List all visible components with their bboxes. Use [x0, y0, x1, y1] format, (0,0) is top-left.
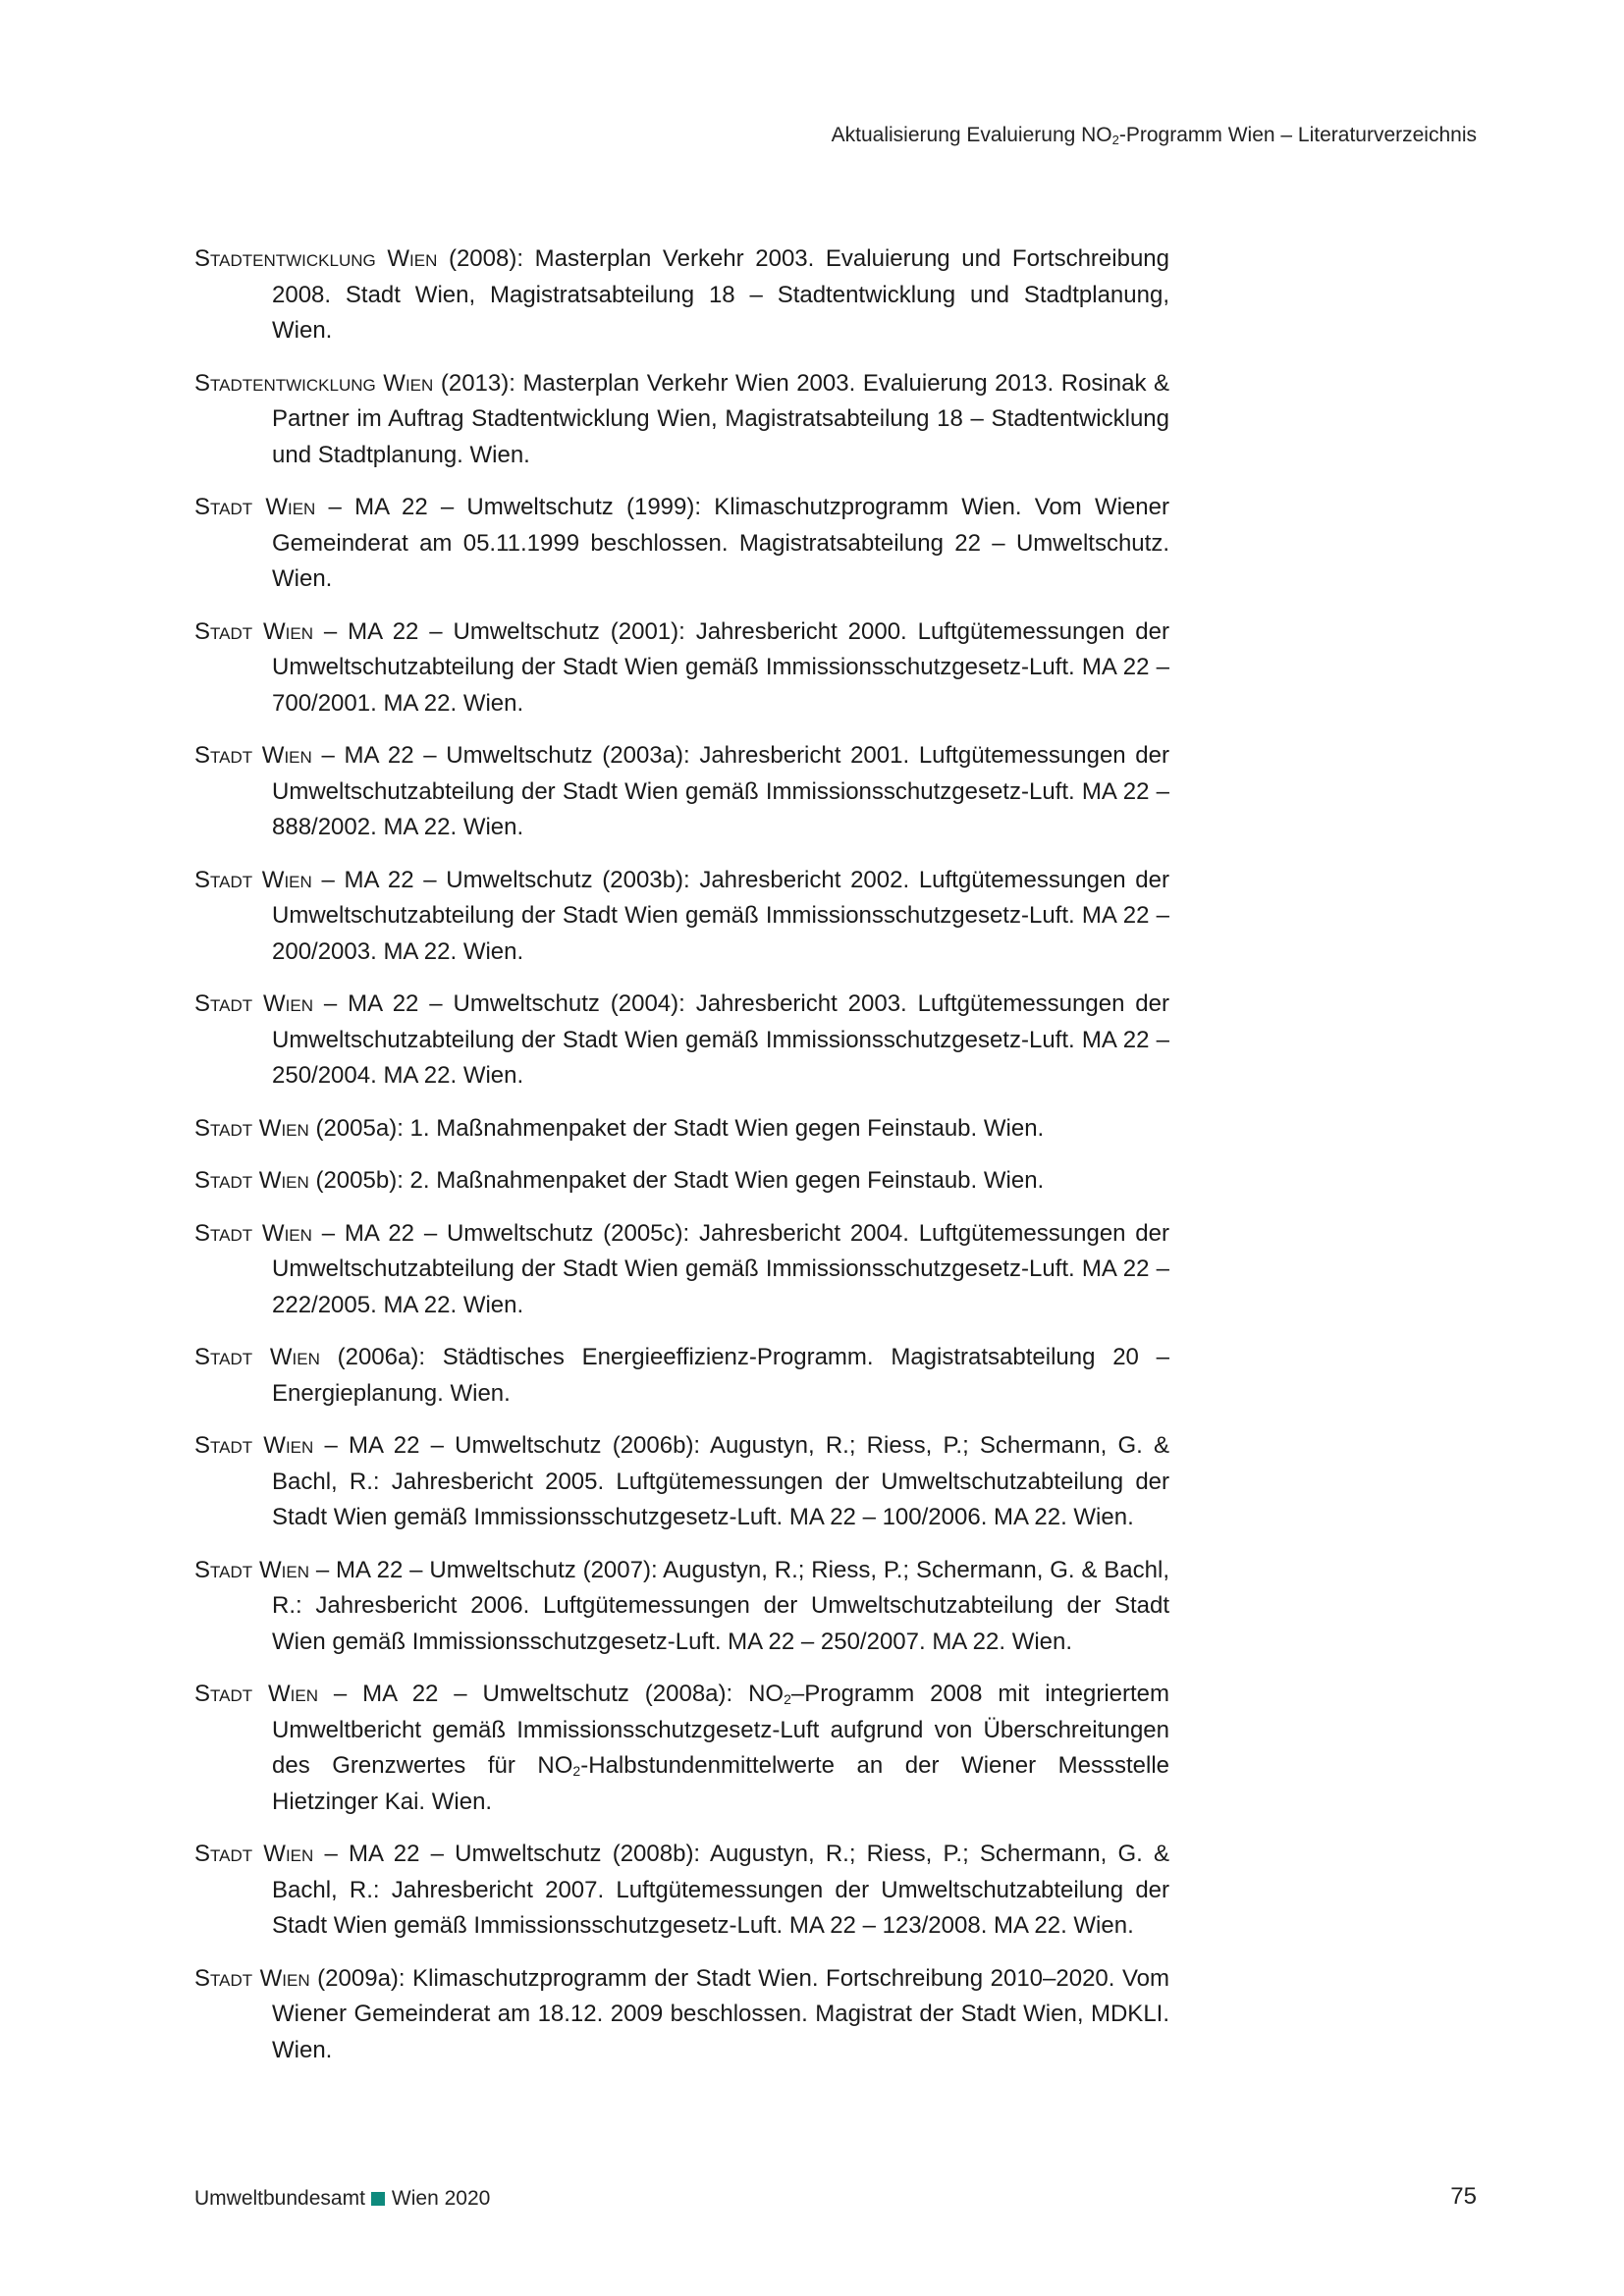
bibliography-entry: Stadt Wien – MA 22 – Umweltschutz (2003a): Jahresbericht 2001. Luftgütemessungen der Umweltschutzabteilung der Stadt Wien gemäß Immissionsschutzgesetz-Luft. MA 22 – 888/2002. MA 22. Wien. — [194, 742, 1169, 840]
page-footer — [194, 2187, 490, 2211]
bibliography-entry: Stadt Wien – MA 22 – Umweltschutz (1999): Klimaschutzprogramm Wien. Vom Wiener Gemeinderat am 05.11.1999 beschlossen. Magistratsabteilung 22 – Umweltschutz. Wien. — [194, 494, 1169, 592]
bibliography-list — [194, 241, 1169, 2085]
entry-author: Stadt Wien — [194, 1681, 319, 1707]
bibliography-entry: Stadt Wien (2005b): 2. Maßnahmenpaket der Stadt Wien gegen Feinstaub. Wien. — [194, 1167, 1045, 1194]
entry-author: Stadtentwicklung Wien — [194, 245, 438, 272]
bibliography-entry: Stadt Wien (2006a): Städtisches Energieeffizienz-Programm. Magistratsabteilung 20 – Energieplanung. Wien. — [194, 1344, 1169, 1407]
bibliography-entry: Stadt Wien – MA 22 – Umweltschutz (2006b): Augustyn, R.; Riess, P.; Schermann, G. & Bachl, R.: Jahresbericht 2005. Luftgütemessungen der Umweltschutzabteilung der Stadt Wien gemäß Immissionsschutzgesetz-Luft. MA 22 – 100/2006. MA 22. Wien. — [194, 1432, 1169, 1530]
entry-author: Stadt Wien — [194, 1964, 310, 1992]
entry-author: Stadt Wien — [194, 1432, 314, 1459]
bibliography-entry: Stadt Wien – MA 22 – Umweltschutz (2004): Jahresbericht 2003. Luftgütemessungen der Umweltschutzabteilung der Stadt Wien gemäß Immissionsschutzgesetz-Luft. MA 22 – 250/2004. MA 22. Wien. — [194, 990, 1169, 1089]
bibliography-entry: Stadtentwicklung Wien (2008): Masterplan Verkehr 2003. Evaluierung und Fortschreibung 2008. Stadt Wien, Magistratsabteilung 18 – Stadtentwicklung und Stadtplanung, Wien. — [194, 245, 1169, 344]
entry-author: Stadt Wien — [194, 1219, 312, 1247]
footer-location: Wien 2020 — [391, 2187, 491, 2210]
bibliography-entry: Stadt Wien (2005a): 1. Maßnahmenpaket der Stadt Wien gegen Feinstaub. Wien. — [194, 1114, 1045, 1142]
bibliography-entry: Stadt Wien – MA 22 – Umweltschutz (2007): Augustyn, R.; Riess, P.; Schermann, G. & Bachl, R.: Jahresbericht 2006. Luftgütemessungen der Umweltschutzabteilung der Stadt Wien gemäß Immissionsschutzgesetz-Luft. MA 22 – 250/2007. MA 22. Wien. — [194, 1556, 1169, 1655]
footer-square-icon — [371, 2192, 385, 2206]
entry-author: Stadt Wien — [194, 1167, 309, 1194]
footer-publisher: Umweltbundesamt — [194, 2187, 365, 2210]
entry-author: Stadt Wien — [194, 1841, 314, 1867]
bibliography-entry: Stadt Wien – MA 22 – Umweltschutz (2008b): Augustyn, R.; Riess, P.; Schermann, G. & Bachl, R.: Jahresbericht 2007. Luftgütemessungen der Umweltschutzabteilung der Stadt Wien gemäß Immissionsschutzgesetz-Luft. MA 22 – 123/2008. MA 22. Wien. — [194, 1841, 1169, 1939]
bibliography-entry: Stadt Wien – MA 22 – Umweltschutz (2005c): Jahresbericht 2004. Luftgütemessungen der Umweltschutzabteilung der Stadt Wien gemäß Immissionsschutzgesetz-Luft. MA 22 – 222/2005. MA 22. Wien. — [194, 1219, 1169, 1318]
entry-author: Stadt Wien — [194, 617, 314, 645]
page-number: 75 — [1450, 2183, 1477, 2210]
bibliography-entry: Stadt Wien – MA 22 – Umweltschutz (2008a): $NO_2$–Programm 2008 mit integriertem Umweltbericht gemäß Immissionsschutzgesetz-Luft aufgrund von Überschreitungen des Grenzwertes für $NO_2$-Halbstundenmittelwerte an der Wiener Messstelle Hietzinger Kai. Wien. — [194, 1681, 1170, 1815]
bibliography-entry: Stadt Wien – MA 22 – Umweltschutz (2001): Jahresbericht 2000. Luftgütemessungen der Umweltschutzabteilung der Stadt Wien gemäß Immissionsschutzgesetz-Luft. MA 22 – 700/2001. MA 22. Wien. — [194, 617, 1169, 717]
entry-author: Stadt Wien — [194, 494, 316, 520]
running-header: Aktualisierung Evaluierung $NO_2$-Programm Wien – Literaturverzeichnis — [831, 124, 1477, 147]
entry-author: Stadt Wien — [194, 742, 312, 769]
entry-author: Stadtentwicklung Wien — [194, 369, 434, 397]
bibliography-entry: Stadtentwicklung Wien (2013): Masterplan Verkehr Wien 2003. Evaluierung 2013. Rosinak & Partner im Auftrag Stadtentwicklung Wien, Magistratsabteilung 18 – Stadtentwicklung und Stadtplanung. Wien. — [194, 369, 1170, 468]
entry-author: Stadt Wien — [194, 990, 314, 1017]
entry-author: Stadt Wien — [194, 866, 312, 893]
bibliography-entry: Stadt Wien (2009a): Klimaschutzprogramm der Stadt Wien. Fortschreibung 2010–2020. Vom Wiener Gemeinderat am 18.12. 2009 beschlossen. Magistrat der Stadt Wien, MDKLI. Wien. — [194, 1964, 1169, 2063]
entry-author: Stadt Wien — [194, 1114, 309, 1142]
bibliography-entry: Stadt Wien – MA 22 – Umweltschutz (2003b): Jahresbericht 2002. Luftgütemessungen der Umweltschutzabteilung der Stadt Wien gemäß Immissionsschutzgesetz-Luft. MA 22 – 200/2003. MA 22. Wien. — [194, 866, 1169, 965]
entry-author: Stadt Wien — [194, 1344, 320, 1370]
entry-author: Stadt Wien — [194, 1556, 309, 1583]
